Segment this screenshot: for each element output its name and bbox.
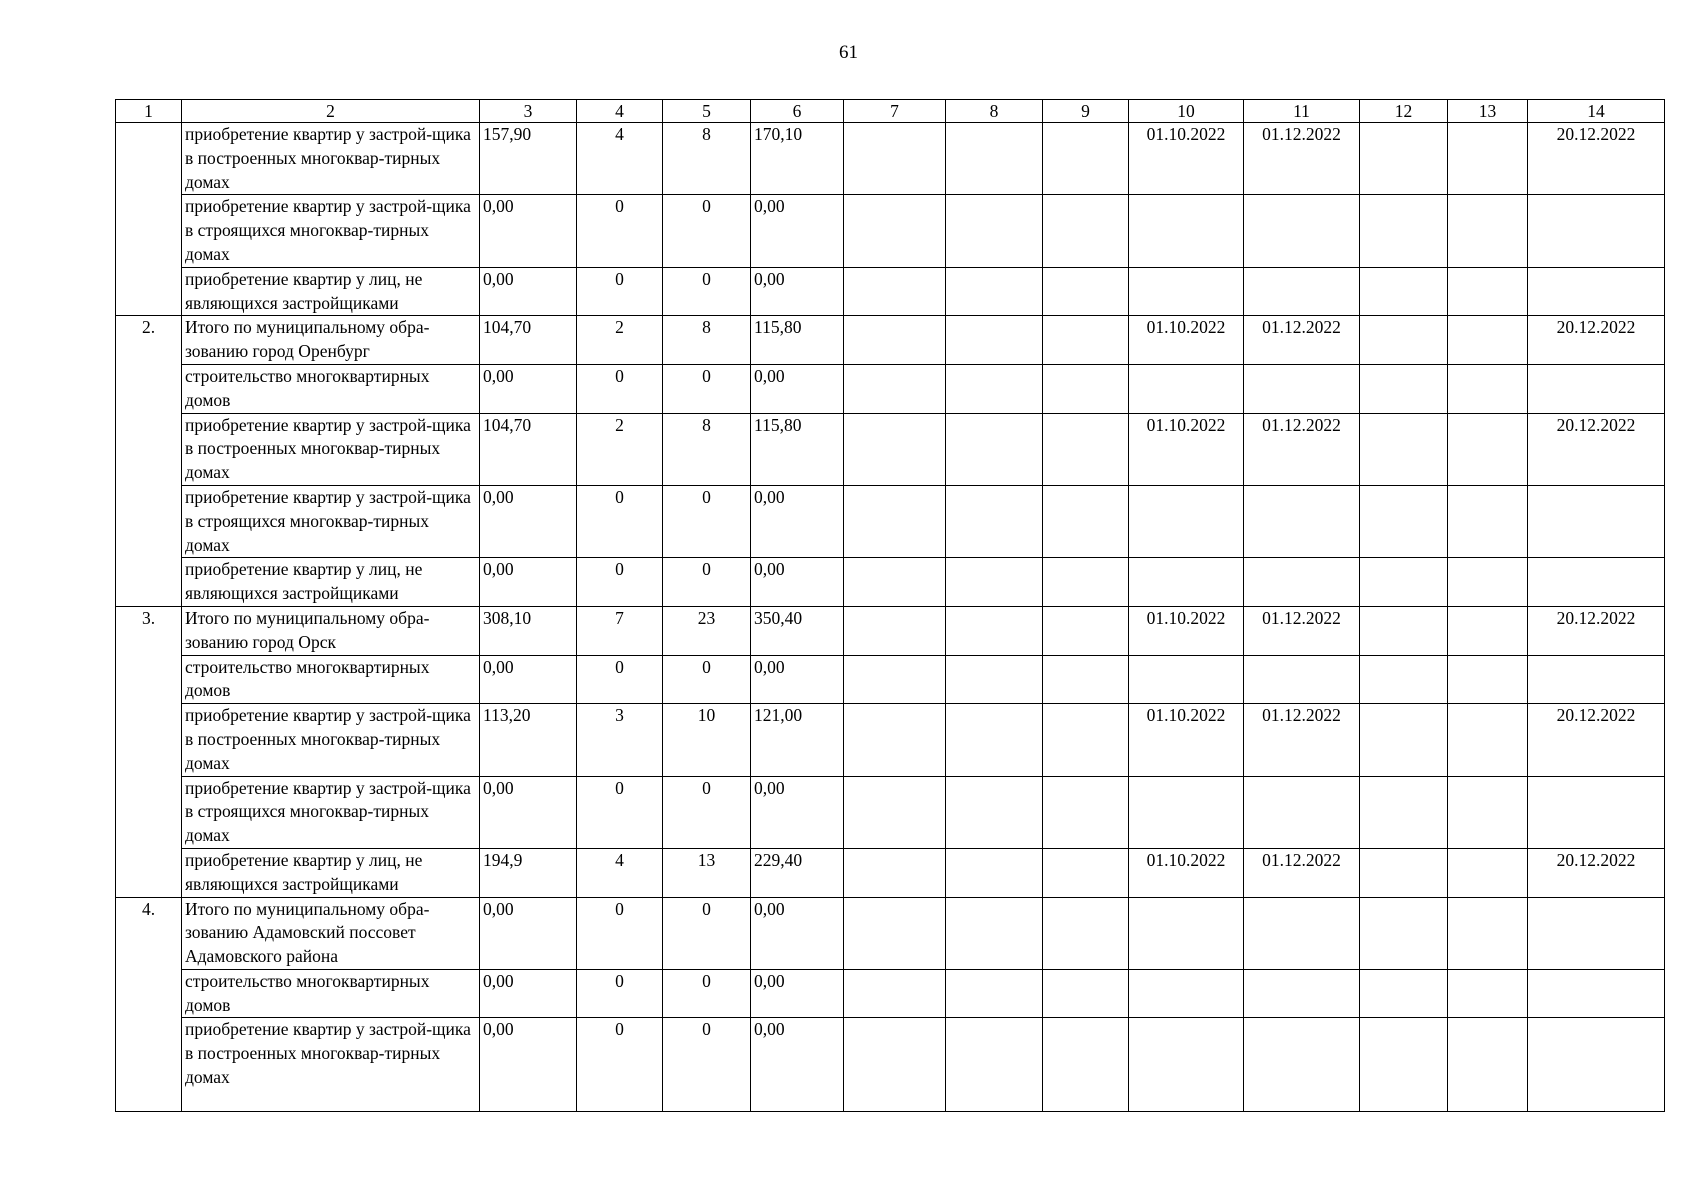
header-cell: 9 — [1043, 100, 1129, 123]
empty-cell — [1360, 316, 1448, 365]
value-cell: 0,00 — [480, 776, 577, 848]
value-cell: 13 — [663, 848, 751, 897]
empty-cell — [946, 195, 1043, 267]
empty-cell — [1043, 123, 1129, 195]
description-cell: приобретение квартир у застрой-щика в построенных многоквар-тирных домах — [182, 123, 480, 195]
empty-cell — [1360, 655, 1448, 704]
header-cell: 10 — [1129, 100, 1244, 123]
header-cell: 13 — [1448, 100, 1528, 123]
empty-cell — [1360, 195, 1448, 267]
empty-cell — [1043, 195, 1129, 267]
value-cell: 4 — [577, 848, 663, 897]
date-cell: 20.12.2022 — [1528, 848, 1665, 897]
table-row — [116, 195, 1665, 267]
value-cell: 157,90 — [480, 123, 577, 195]
empty-cell — [1360, 969, 1448, 1018]
empty-cell — [844, 485, 946, 557]
date-cell — [1528, 776, 1665, 848]
row-number-cell: 3. — [116, 606, 182, 897]
description-cell: строительство многоквартирных домов — [182, 655, 480, 704]
table-row — [116, 848, 1665, 897]
empty-cell — [946, 704, 1043, 776]
empty-cell — [1043, 969, 1129, 1018]
description-cell: приобретение квартир у лиц, не являющихся застройщиками — [182, 558, 480, 607]
empty-cell — [1448, 897, 1528, 969]
value-cell: 7 — [577, 606, 663, 655]
description-cell: Итого по муниципальному обра-зованию город Орск — [182, 606, 480, 655]
empty-cell — [844, 267, 946, 316]
date-cell: 20.12.2022 — [1528, 413, 1665, 485]
date-cell: 01.12.2022 — [1244, 413, 1360, 485]
empty-cell — [844, 704, 946, 776]
empty-cell — [946, 267, 1043, 316]
value-cell: 170,10 — [751, 123, 844, 195]
table-row — [116, 267, 1665, 316]
empty-cell — [946, 123, 1043, 195]
empty-cell — [946, 776, 1043, 848]
date-cell: 01.12.2022 — [1244, 704, 1360, 776]
value-cell: 0,00 — [751, 897, 844, 969]
header-cell: 5 — [663, 100, 751, 123]
empty-cell — [1043, 1018, 1129, 1112]
date-cell: 01.10.2022 — [1129, 316, 1244, 365]
page-number: 61 — [839, 42, 858, 63]
empty-cell — [1448, 704, 1528, 776]
empty-cell — [1360, 413, 1448, 485]
empty-cell — [844, 195, 946, 267]
empty-cell — [1448, 485, 1528, 557]
date-cell — [1244, 776, 1360, 848]
value-cell: 0,00 — [480, 364, 577, 413]
empty-cell — [844, 776, 946, 848]
empty-cell — [1043, 704, 1129, 776]
date-cell — [1528, 267, 1665, 316]
row-number-cell: 2. — [116, 316, 182, 607]
date-cell: 01.10.2022 — [1129, 606, 1244, 655]
value-cell: 4 — [577, 123, 663, 195]
value-cell: 8 — [663, 123, 751, 195]
empty-cell — [946, 316, 1043, 365]
empty-cell — [1448, 267, 1528, 316]
empty-cell — [1043, 776, 1129, 848]
value-cell: 0 — [663, 897, 751, 969]
description-cell: приобретение квартир у застрой-щика в построенных многоквар-тирных домах — [182, 1018, 480, 1112]
description-cell: приобретение квартир у застрой-щика в строящихся многоквар-тирных домах — [182, 195, 480, 267]
table-row — [116, 897, 1665, 969]
empty-cell — [1360, 1018, 1448, 1112]
data-table — [115, 99, 1665, 1112]
date-cell — [1244, 897, 1360, 969]
empty-cell — [844, 969, 946, 1018]
value-cell: 0,00 — [480, 485, 577, 557]
header-cell: 11 — [1244, 100, 1360, 123]
empty-cell — [1448, 655, 1528, 704]
empty-cell — [1360, 897, 1448, 969]
empty-cell — [1448, 848, 1528, 897]
date-cell — [1528, 655, 1665, 704]
empty-cell — [946, 1018, 1043, 1112]
value-cell: 3 — [577, 704, 663, 776]
value-cell: 0 — [663, 195, 751, 267]
value-cell: 0,00 — [480, 897, 577, 969]
value-cell: 0,00 — [480, 195, 577, 267]
date-cell — [1244, 267, 1360, 316]
value-cell: 0,00 — [751, 364, 844, 413]
value-cell: 0 — [577, 776, 663, 848]
empty-cell — [844, 123, 946, 195]
table-row — [116, 413, 1665, 485]
date-cell: 01.12.2022 — [1244, 316, 1360, 365]
value-cell: 308,10 — [480, 606, 577, 655]
empty-cell — [946, 969, 1043, 1018]
date-cell — [1244, 364, 1360, 413]
empty-cell — [946, 606, 1043, 655]
value-cell: 0 — [577, 969, 663, 1018]
date-cell — [1129, 195, 1244, 267]
empty-cell — [844, 558, 946, 607]
date-cell: 01.10.2022 — [1129, 704, 1244, 776]
value-cell: 0,00 — [480, 267, 577, 316]
value-cell: 10 — [663, 704, 751, 776]
value-cell: 0,00 — [480, 558, 577, 607]
empty-cell — [1360, 267, 1448, 316]
empty-cell — [844, 848, 946, 897]
empty-cell — [1043, 364, 1129, 413]
empty-cell — [1448, 316, 1528, 365]
empty-cell — [1360, 364, 1448, 413]
date-cell: 20.12.2022 — [1528, 704, 1665, 776]
date-cell: 01.12.2022 — [1244, 606, 1360, 655]
date-cell: 01.12.2022 — [1244, 123, 1360, 195]
table-row — [116, 558, 1665, 607]
value-cell: 0 — [663, 776, 751, 848]
value-cell: 0 — [663, 1018, 751, 1112]
empty-cell — [1360, 704, 1448, 776]
date-cell: 20.12.2022 — [1528, 316, 1665, 365]
row-number-cell: 4. — [116, 897, 182, 1112]
value-cell: 0 — [663, 485, 751, 557]
empty-cell — [946, 364, 1043, 413]
header-cell: 2 — [182, 100, 480, 123]
table-row — [116, 123, 1665, 195]
empty-cell — [1360, 123, 1448, 195]
empty-cell — [946, 848, 1043, 897]
value-cell: 0 — [577, 364, 663, 413]
empty-cell — [1448, 606, 1528, 655]
value-cell: 23 — [663, 606, 751, 655]
empty-cell — [1448, 123, 1528, 195]
table-row — [116, 969, 1665, 1018]
header-row — [116, 100, 1665, 123]
date-cell — [1244, 485, 1360, 557]
value-cell: 0 — [663, 558, 751, 607]
table-row — [116, 485, 1665, 557]
value-cell: 0 — [663, 655, 751, 704]
description-cell: строительство многоквартирных домов — [182, 969, 480, 1018]
date-cell — [1528, 969, 1665, 1018]
empty-cell — [844, 316, 946, 365]
value-cell: 113,20 — [480, 704, 577, 776]
table-row — [116, 655, 1665, 704]
value-cell: 115,80 — [751, 316, 844, 365]
value-cell: 0 — [663, 969, 751, 1018]
empty-cell — [946, 485, 1043, 557]
date-cell — [1528, 195, 1665, 267]
date-cell: 01.10.2022 — [1129, 123, 1244, 195]
table-row — [116, 364, 1665, 413]
value-cell: 115,80 — [751, 413, 844, 485]
empty-cell — [1360, 485, 1448, 557]
date-cell — [1129, 364, 1244, 413]
date-cell: 01.10.2022 — [1129, 413, 1244, 485]
date-cell — [1129, 267, 1244, 316]
empty-cell — [946, 897, 1043, 969]
date-cell: 20.12.2022 — [1528, 123, 1665, 195]
row-number-cell — [116, 123, 182, 316]
date-cell — [1129, 485, 1244, 557]
table-row — [116, 1018, 1665, 1112]
date-cell — [1528, 485, 1665, 557]
header-cell: 12 — [1360, 100, 1448, 123]
empty-cell — [946, 655, 1043, 704]
description-cell: приобретение квартир у застрой-щика в построенных многоквар-тирных домах — [182, 704, 480, 776]
date-cell — [1244, 195, 1360, 267]
table-row — [116, 704, 1665, 776]
value-cell: 0,00 — [480, 969, 577, 1018]
value-cell: 0,00 — [751, 558, 844, 607]
empty-cell — [1360, 606, 1448, 655]
value-cell: 0 — [663, 364, 751, 413]
empty-cell — [1043, 655, 1129, 704]
table-row — [116, 606, 1665, 655]
value-cell: 121,00 — [751, 704, 844, 776]
date-cell — [1528, 1018, 1665, 1112]
empty-cell — [844, 655, 946, 704]
empty-cell — [844, 364, 946, 413]
value-cell: 0,00 — [751, 485, 844, 557]
empty-cell — [946, 413, 1043, 485]
date-cell: 01.12.2022 — [1244, 848, 1360, 897]
value-cell: 0,00 — [751, 969, 844, 1018]
value-cell: 0 — [577, 267, 663, 316]
description-cell: Итого по муниципальному обра-зованию Адамовский поссовет Адамовского района — [182, 897, 480, 969]
empty-cell — [1360, 558, 1448, 607]
date-cell — [1244, 655, 1360, 704]
value-cell: 0,00 — [751, 195, 844, 267]
value-cell: 0 — [577, 195, 663, 267]
table-row — [116, 316, 1665, 365]
date-cell: 20.12.2022 — [1528, 606, 1665, 655]
description-cell: приобретение квартир у застрой-щика в строящихся многоквар-тирных домах — [182, 485, 480, 557]
empty-cell — [1360, 848, 1448, 897]
header-cell: 6 — [751, 100, 844, 123]
date-cell: 01.10.2022 — [1129, 848, 1244, 897]
header-cell: 14 — [1528, 100, 1665, 123]
date-cell — [1129, 1018, 1244, 1112]
date-cell — [1528, 364, 1665, 413]
date-cell — [1244, 969, 1360, 1018]
value-cell: 8 — [663, 413, 751, 485]
value-cell: 104,70 — [480, 316, 577, 365]
empty-cell — [1360, 776, 1448, 848]
empty-cell — [1043, 267, 1129, 316]
date-cell — [1528, 897, 1665, 969]
description-cell: приобретение квартир у лиц, не являющихся застройщиками — [182, 848, 480, 897]
empty-cell — [1448, 413, 1528, 485]
empty-cell — [844, 1018, 946, 1112]
value-cell: 2 — [577, 316, 663, 365]
value-cell: 0,00 — [751, 267, 844, 316]
empty-cell — [1448, 364, 1528, 413]
date-cell — [1244, 1018, 1360, 1112]
empty-cell — [1043, 485, 1129, 557]
empty-cell — [844, 413, 946, 485]
value-cell: 104,70 — [480, 413, 577, 485]
value-cell: 194,9 — [480, 848, 577, 897]
empty-cell — [946, 558, 1043, 607]
empty-cell — [844, 897, 946, 969]
value-cell: 2 — [577, 413, 663, 485]
value-cell: 0 — [577, 655, 663, 704]
description-cell: приобретение квартир у застрой-щика в построенных многоквар-тирных домах — [182, 413, 480, 485]
empty-cell — [1043, 558, 1129, 607]
empty-cell — [1043, 413, 1129, 485]
empty-cell — [1043, 848, 1129, 897]
empty-cell — [1448, 558, 1528, 607]
description-cell: приобретение квартир у лиц, не являющихся застройщиками — [182, 267, 480, 316]
empty-cell — [1043, 606, 1129, 655]
table-row — [116, 776, 1665, 848]
header-cell: 1 — [116, 100, 182, 123]
value-cell: 0 — [577, 1018, 663, 1112]
description-cell: приобретение квартир у застрой-щика в строящихся многоквар-тирных домах — [182, 776, 480, 848]
header-cell: 3 — [480, 100, 577, 123]
value-cell: 229,40 — [751, 848, 844, 897]
empty-cell — [844, 606, 946, 655]
header-cell: 8 — [946, 100, 1043, 123]
value-cell: 0 — [577, 485, 663, 557]
date-cell — [1129, 969, 1244, 1018]
value-cell: 8 — [663, 316, 751, 365]
header-cell: 4 — [577, 100, 663, 123]
empty-cell — [1448, 1018, 1528, 1112]
value-cell: 0 — [663, 267, 751, 316]
date-cell — [1528, 558, 1665, 607]
date-cell — [1244, 558, 1360, 607]
value-cell: 0,00 — [751, 776, 844, 848]
date-cell — [1129, 897, 1244, 969]
value-cell: 0,00 — [751, 655, 844, 704]
description-cell: строительство многоквартирных домов — [182, 364, 480, 413]
empty-cell — [1043, 316, 1129, 365]
value-cell: 350,40 — [751, 606, 844, 655]
description-cell: Итого по муниципальному обра-зованию город Оренбург — [182, 316, 480, 365]
header-cell: 7 — [844, 100, 946, 123]
value-cell: 0,00 — [480, 1018, 577, 1112]
value-cell: 0,00 — [751, 1018, 844, 1112]
empty-cell — [1448, 969, 1528, 1018]
date-cell — [1129, 776, 1244, 848]
value-cell: 0,00 — [480, 655, 577, 704]
empty-cell — [1448, 195, 1528, 267]
empty-cell — [1448, 776, 1528, 848]
empty-cell — [1043, 897, 1129, 969]
date-cell — [1129, 655, 1244, 704]
value-cell: 0 — [577, 897, 663, 969]
value-cell: 0 — [577, 558, 663, 607]
date-cell — [1129, 558, 1244, 607]
